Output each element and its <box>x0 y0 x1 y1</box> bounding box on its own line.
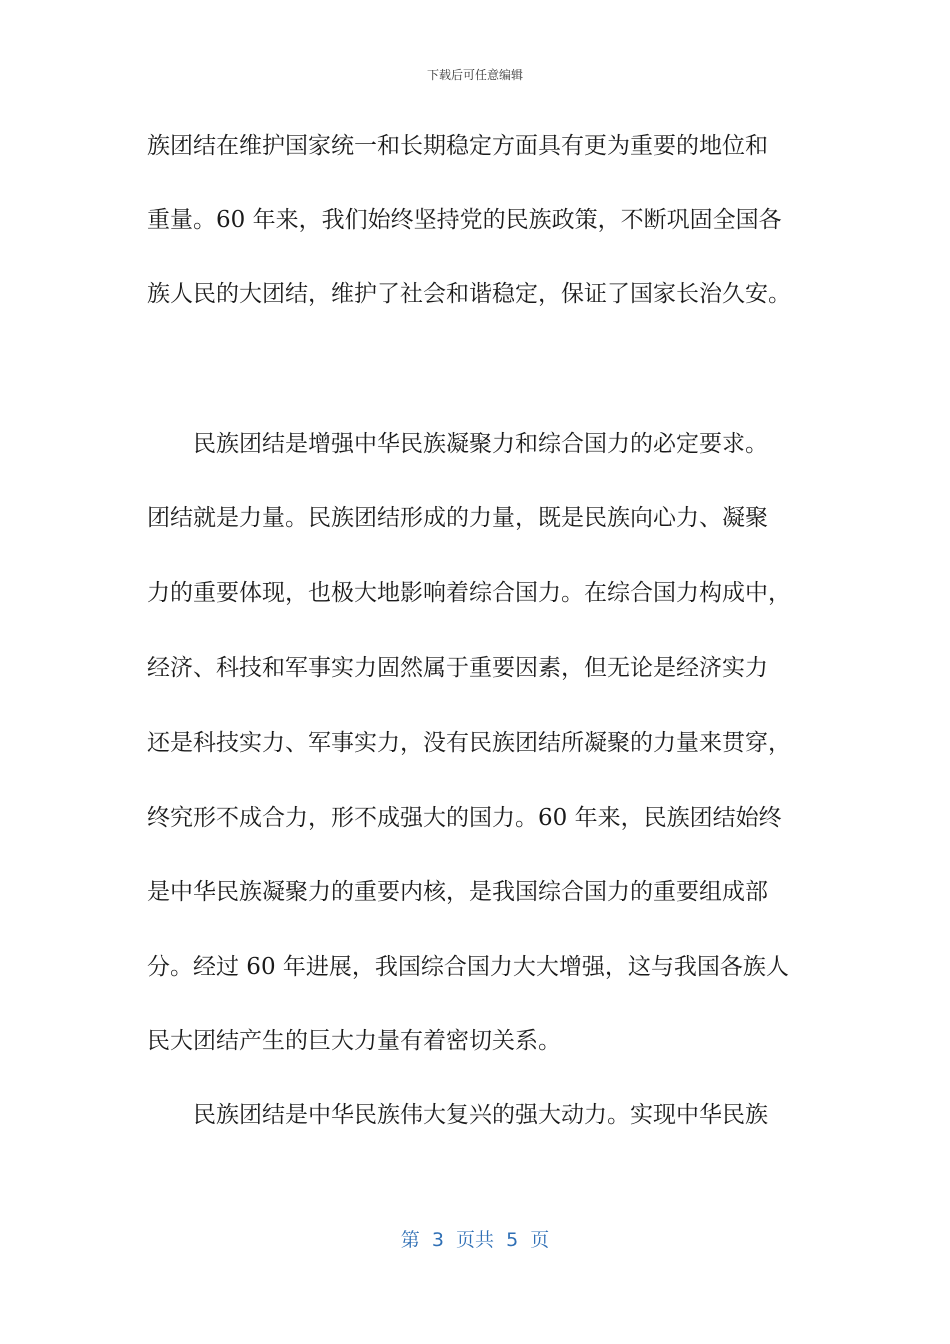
text-line: 终究形不成合力，形不成强大的国力。60 年来，民族团结始终 <box>147 805 782 831</box>
page-number: 第 3 页共 5 页 <box>400 1229 550 1251</box>
text-line: 民族团结是中华民族伟大复兴的强大动力。实现中华民族 <box>147 1102 768 1128</box>
text-line: 还是科技实力、军事实力，没有民族团结所凝聚的力量来贯穿， <box>147 730 791 756</box>
text-line: 族人民的大团结，维护了社会和谐稳定，保证了国家长治久安。 <box>147 281 791 307</box>
text-line: 团结就是力量。民族团结形成的力量，既是民族向心力、凝聚 <box>147 505 768 531</box>
text-line: 民族团结是增强中华民族凝聚力和综合国力的必定要求。 <box>147 431 768 457</box>
text-line: 是中华民族凝聚力的重要内核，是我国综合国力的重要组成部 <box>147 879 768 905</box>
text-line: 民大团结产生的巨大力量有着密切关系。 <box>147 1028 561 1054</box>
text-line: 经济、科技和军事实力固然属于重要因素，但无论是经济实力 <box>147 655 768 681</box>
download-note: 下载后可任意编辑 <box>426 68 523 82</box>
text-line: 力的重要体现，也极大地影响着综合国力。在综合国力构成中， <box>147 580 791 606</box>
text-line: 族团结在维护国家统一和长期稳定方面具有更为重要的地位和 <box>147 133 768 159</box>
text-line: 重量。60 年来，我们始终坚持党的民族政策，不断巩固全国各 <box>147 207 782 233</box>
text-line: 分。经过 60 年进展，我国综合国力大大增强，这与我国各族人 <box>147 954 789 980</box>
